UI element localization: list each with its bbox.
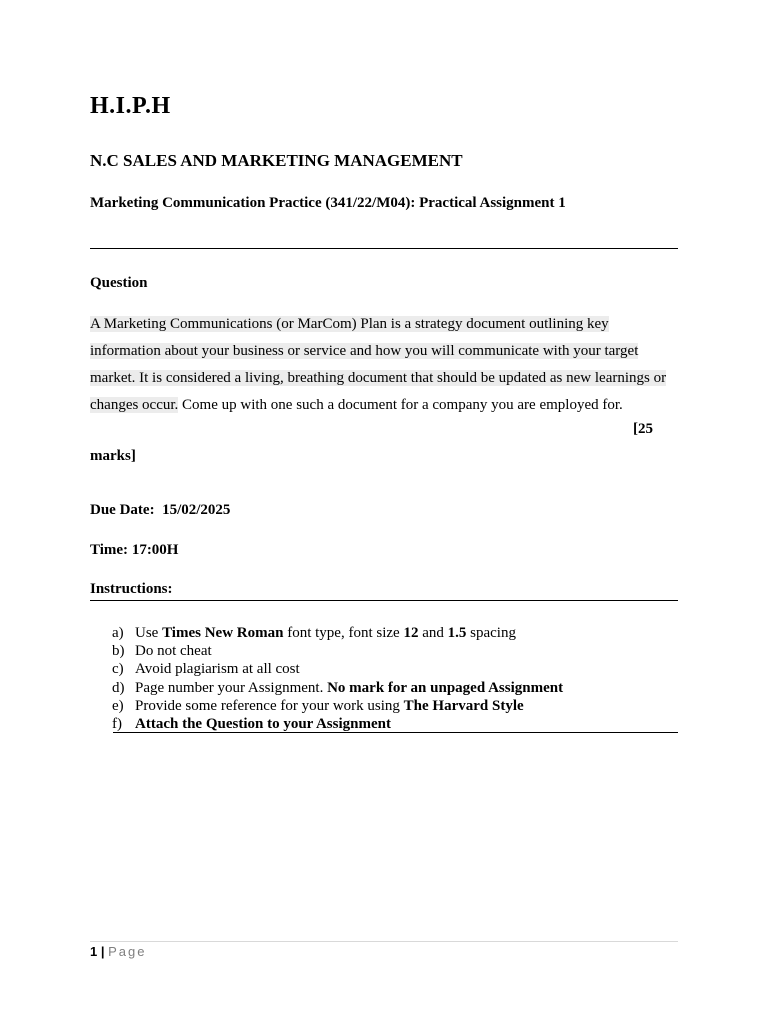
due-time-value: 17:00H [131,542,179,558]
list-item-text: Avoid plagiarism at all cost [135,661,300,678]
header-divider [90,248,678,249]
assignment-subject: Marketing Communication Practice (341/22/M04): Practical Assignment 1 [90,195,566,211]
list-item [90,715,678,733]
list-marker: c) [112,661,124,678]
marks-close: marks] [90,448,136,464]
list-item-bold: Attach the Question to your Assignment [135,715,391,732]
list-item [90,679,678,697]
question-highlighted-text: A Marketing Communications (or MarCom) Plan is a strategy document outlining key information about your business or service and how you will communicate with your target market. It is considered a living, breathing document that should be updated as new learnings or changes occur. [90,316,667,413]
list-item-bold: 12 [403,625,419,641]
list-item-bold: No mark for an unpaged Assignment [327,679,564,696]
list-marker: b) [112,643,125,660]
list-item-text: Page number your Assignment. [135,679,328,696]
due-date-label: Due Date: [90,502,155,518]
list-item-text: and [418,625,448,641]
question-heading: Question [90,275,148,291]
page-separator: | [100,944,105,959]
list-item [90,642,678,660]
page-footer [90,944,147,959]
due-time [90,542,178,559]
instructions-divider [90,600,678,601]
due-time-label: Time: [90,542,129,558]
instructions-list [90,624,678,733]
list-marker: a) [112,625,124,641]
list-marker: e) [112,697,124,714]
list-marker: f) [112,715,122,732]
list-item-text: Use [135,625,163,641]
course-title: N.C SALES AND MARKETING MANAGEMENT [90,151,463,170]
list-item [90,697,678,715]
list-item-bold: The Harvard Style [403,697,524,714]
list-item-text: spacing [466,625,516,641]
list-item-text: Do not cheat [135,643,212,660]
question-body [90,311,678,419]
instructions-list-divider [113,732,678,733]
list-item-text: Provide some reference for your work using [135,697,404,714]
instructions-heading: Instructions: [90,581,173,597]
list-item-bold: 1.5 [447,625,467,641]
page-number: 1 [90,944,98,959]
due-date [90,502,230,519]
institution-title: H.I.P.H [90,93,171,119]
due-date-value: 15/02/2025 [162,502,231,518]
question-task-text: Come up with one such a document for a company you are employed for. [178,397,623,413]
list-marker: d) [112,679,125,696]
footer-divider [90,941,678,942]
marks-open: [25 [633,421,653,437]
list-item-bold: Times New Roman [162,625,284,641]
list-item [90,660,678,678]
list-item-text: font type, font size [283,625,404,641]
page-label: Page [108,944,147,959]
list-item [90,624,678,642]
